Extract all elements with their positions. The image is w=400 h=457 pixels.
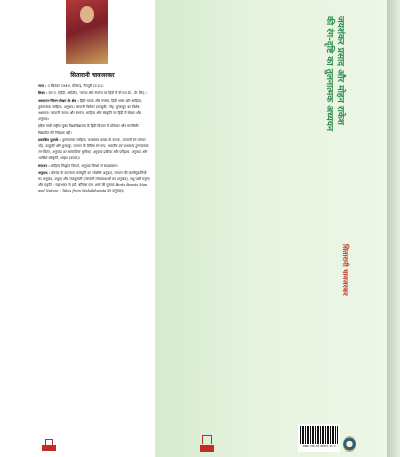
bio-education: शिक्षा : एम.ए. (हिंदी, अंग्रेज़ी), 'नाटक और रंगमंच पर हिंदी में पी-एच.डी., डी. लिट्.।	[38, 91, 147, 96]
book-title	[323, 16, 345, 131]
publisher-logo-front	[199, 432, 215, 452]
publisher-logo-back	[42, 437, 56, 451]
author-name-front: सितारानी चावजरकर	[341, 244, 350, 296]
front-cover	[155, 0, 387, 457]
seal-icon	[343, 436, 356, 452]
bio-career: इंदिरा गांधी राष्ट्रीय मुक्त विश्वविद्यालय के हिंदी विभाग में प्रोफेसर और मानविकी विद्यापीठ की निदेशक रहीं।	[38, 124, 139, 135]
bio-publications: प्रकाशित पुस्तकें : तुलनात्मक साहित्य, जयशंकर प्रसाद के नाटक, जापानी रंग-परंपरा : नोह, काबुकी और बुनराकु, जापान के विविध रंग-रूप, भारतीय एवं पाश्चात्य तुलनात्मक रंग-चिंतन, अनुवाद का सामाजिक भूमिका, अनुवाद प्रक्रिया और परिदृश्य, अनुवाद और भाषिक संस्कृति, आहार (काव्य)।	[38, 137, 149, 161]
back-cover	[30, 0, 155, 457]
barcode-bars	[300, 426, 338, 444]
author-photo	[66, 0, 108, 64]
author-bio	[38, 83, 150, 196]
title-line-1: जयशंकर प्रसाद और मोहन राकेश	[335, 16, 345, 125]
bio-translation: अनुवाद : प्रेमचंद के उपन्यास कर्मभूमि का जोशीसे अनुवाद, जापान की कम्पोंगुकलियों का अनुवाद, प्रभुता और राजकुमारी (जापानी लोककथाओं का अनुवाद), पशु पक्षी मनुष्य और प्रकृति : महाभारत से (डॉ. बलिका एस. शर्मा की पुस्तक Birds Beasts Man and Nature : Tales from Mahabharata का अनुवाद)।	[38, 170, 150, 194]
title-line-2: की रंग-दृष्टि का तुलनात्मक अध्ययन	[324, 16, 334, 131]
isbn-number: ISBN 978-93-89373-13-3	[302, 445, 336, 448]
author-face	[80, 6, 94, 23]
bio-editing: संपादन : साहित्य सिद्धांत विमर्श, अनुवाद विमर्श सं साक्षात्कार।	[38, 163, 118, 168]
bio-fields: अध्यापन-चिंतन-लेखन के क्षेत्र : हिंदी नाटक और रंगमंच, हिंदी भाषा और साहित्य, तुलनात्मक साहित्य, अनुवाद। जापानी थियेटर (काबुकी, नोह, बुनराकु) का विशेष अध्ययन। जापानी नाटक और रंगमंच, साहित्य और संस्कृति पर हिंदी में लेखन और अनुवाद।	[38, 98, 143, 122]
barcode	[298, 424, 340, 452]
author-name-back: सितारानी चावजरकर	[70, 72, 115, 79]
book-spine	[387, 0, 400, 457]
bio-birth: जन्म : 3 सितंबर 1949, फ़ीरगढ़, मैनपुरी (उ.प्र.)।	[38, 84, 104, 88]
